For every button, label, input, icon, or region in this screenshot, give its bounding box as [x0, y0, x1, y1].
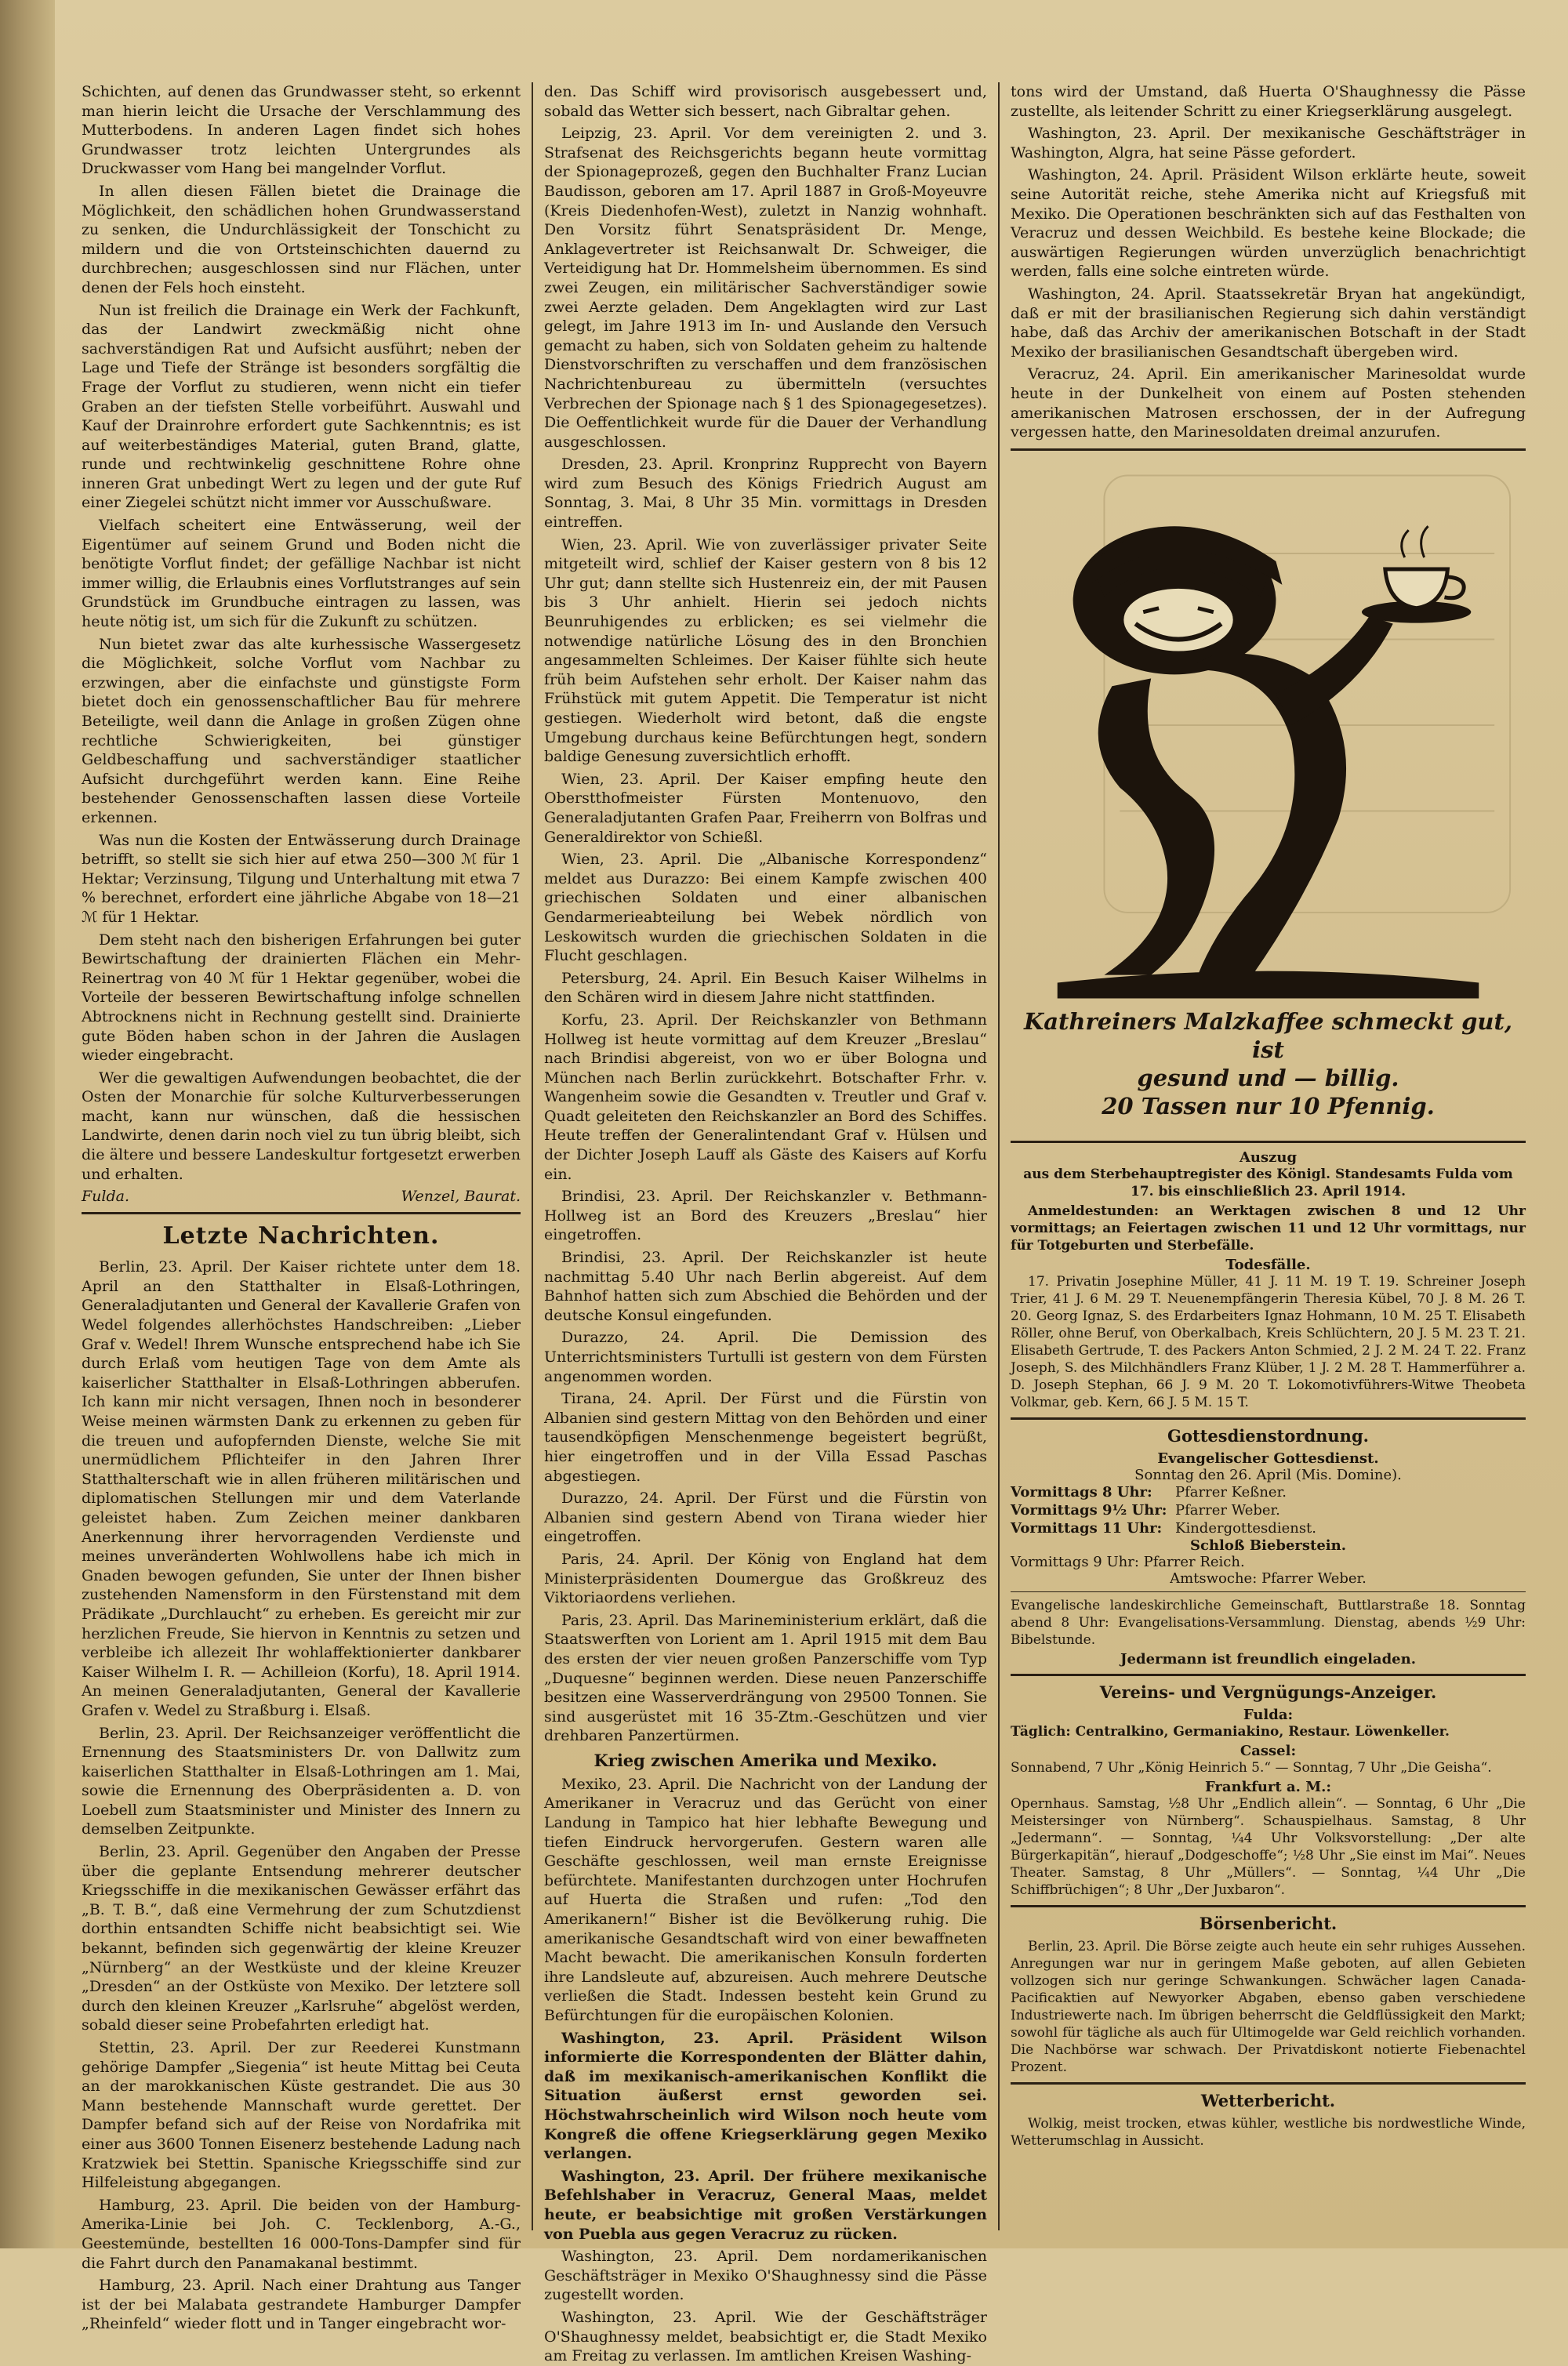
service-time: Vormittags 9½ Uhr: [1011, 1501, 1167, 1519]
news-item: Tirana, 24. April. Der Fürst und die Fürstin von Albanien sind gestern Mittag von den Behörden und einer tausendköpfigen Menschenmenge begeistert begrüßt, hier eingetroffen und in der Villa Essad Paschas abgestiegen. [544, 1390, 987, 1485]
news-item: Berlin, 23. April. Der Kaiser richtete unter dem 18. April an den Statthalter in Elsaß-Lothringen, Generaladjutanten und General der Kavallerie Grafen von Wedel folgendes allerhöchstes Handschreiben: „Lieber Graf v. Wedel! Ihrem Wunsche entsprechend habe ich Sie durch Erlaß vom heutigen Tage von dem Amte als kaiserlicher Statthalter in Elsaß-Lothringen abberufen. Ich kann mir nicht versagen, Ihnen noch in besonderer Weise meinen wärmsten Dank zu erkennen zu geben für die treuen und aufopfernden Dienste, welche Sie mit unermüdlichem Pflichteifer in den Jahren Ihrer Statthalterschaft wie in allen früheren militärischen und diplomatischen Stellungen mir und dem Vaterlande geleistet haben. Zum Zeichen meiner dankbaren Anerkennung ihrer hervorragenden Verdienste und meines unveränderten Wohlwollens habe ich mich in Gnaden bewogen gefunden, Sie unter der Ihnen bisher zustehenden Namensform in den Fürstenstand mit dem Prädikate „Durchlaucht“ zu erheben. Es gereicht mir zur herzlichen Freude, Sie hiervon in Kenntnis zu setzen und verbleibe ich allezeit Ihr wohlaffektionierter dankbarer Kaiser Wilhelm I. R. — Achilleion (Korfu), 18. April 1914. An meinen Generaladjutanten, General der Kavallerie Grafen v. Wedel zu Straßburg i. Elsaß. [82, 1258, 521, 1719]
news-item: Washington, 23. April. Wie der Geschäftsträger O'Shaughnessy meldet, beabsichtigt er, die Stadt Mexiko am Freitag zu verlassen. Im amtlichen Kreisen Washing- [544, 2308, 987, 2365]
news-item: Wien, 23. April. Wie von zuverlässiger privater Seite mitgeteilt wird, schlief der Kaiser gestern von 8 bis 12 Uhr gut; dann stellte sich Hustenreiz ein, der mit Pausen bis 3 Uhr anhielt. Hierin sei jedoch nichts Beunruhigendes zu erblicken; es sei vielmehr die notwendige natürliche Lösung des in den Bronchien angesammelten Schleimes. Der Kaiser fühlte sich heute früh beim Aufstehen sehr erholt. Der Kaiser nahm das Frühstück mit gutem Appetit. Die Temperatur ist nicht gestiegen. Wiederholt wird betont, daß die engste Umgebung durchaus keine Befürchtungen hegt, sondern baldige Genesung zuversichtlich erhofft. [544, 535, 987, 766]
schloss-entry: Vormittags 9 Uhr: Pfarrer Reich. [1011, 1553, 1245, 1570]
column-2 [533, 82, 1000, 2365]
weather-title: Wetterbericht. [1200, 2090, 1336, 2110]
section-rule [1011, 1141, 1526, 1143]
service-text: Kindergottesdienst. [1175, 1519, 1317, 1537]
news-item: Stettin, 23. April. Der zur Reederei Kunstmann gehörige Dampfer „Siegenia“ ist heute Mittag bei Ceuta an der marokkanischen Küste gestrandet. Die aus 30 Mann bestehende Mannschaft wurde gerettet. Der Dampfer befand sich auf der Reise von Nordafrika mit einer aus 3600 Tonnen Eisenerz bestehende Ladung nach Kratzwiek bei Stettin. Spanische Kriegsschiffe sind zur Hilfeleistung abgegangen. [82, 2039, 521, 2192]
weather-text: Wolkig, meist trocken, etwas kühler, westliche bis nordwestliche Winde, Wetterumschlag in Aussicht. [1011, 2115, 1526, 2149]
service-time: Vormittags 8 Uhr: [1011, 1483, 1152, 1501]
deaths-list: 17. Privatin Josephine Müller, 41 J. 11 M. 19 T. 19. Schreiner Joseph Trier, 41 J. 6 M. 29 T. Neuenempfängerin Theresia Kübel, 70 J. 8 M. 26 T. 20. Georg Ignaz, S. des Erdarbeiters Ignaz Hohmann, 10 M. 25 T. Elisabeth Röller, ohne Beruf, von Oberkalbach, Kreis Schlüchtern, 20 J. 5 M. 23 T. 21. Elisabeth Gertrude, T. des Packers Anton Schmied, 2 J. 2 M. 24 T. 22. Franz Joseph, S. des Milchhändlers Franz Klüber, 1 J. 2 M. 28 T. Hammerführer a. D. Joseph Stephan, 66 J. 9 M. 20 T. Lokomotivführers-Witwe Theobeta Volkmar, geb. Kern, 66 J. 5 M. 15 T. [1011, 1273, 1526, 1410]
service-text: Pfarrer Keßner. [1175, 1483, 1287, 1501]
events-frankfurt: Frankfurt a. M.: [1204, 1778, 1332, 1795]
news-item: Durazzo, 24. April. Der Fürst und die Fürstin von Albanien sind gestern Abend von Tirana wieder hier eingetroffen. [544, 1490, 987, 1546]
service-text: Pfarrer Weber. [1175, 1501, 1280, 1519]
news-item: Petersburg, 24. April. Ein Besuch Kaiser Wilhelms in den Schären wird in diesem Jahre nicht stattfinden. [544, 969, 987, 1007]
news-item: Washington, 24. April. Präsident Wilson erklärte heute, soweit seine Autorität reiche, stehe Amerika nicht auf Kriegsfuß mit Mexiko. Die Operationen beschränkten sich auf das Festhalten von Veracruz und dessen Weichbild. Es bestehe keine Blockade; die auswärtigen Regierungen würden unverzüglich benachrichtigt werden, falls eine solche eintreten würde. [1011, 166, 1526, 281]
news-item: Paris, 24. April. Der König von England hat dem Ministerpräsidenten Doumergue das Großkreuz des Viktoriaordens verliehen. [544, 1550, 987, 1607]
section-title-latest-news: Letzte Nachrichten. [162, 1222, 440, 1250]
paragraph: Wer die gewaltigen Aufwendungen beobachtet, die der Osten der Monarchie für solche Kulturverbesserungen macht, kann nur wünschen, daß die hessischen Landwirte, denen darin noch viel zu tun übrig bleibt, sich die ältere und bessere Landeskultur fortgesetzt erwerben und erhalten. [82, 1069, 521, 1183]
news-item: Paris, 23. April. Das Marineministerium erklärt, daß die Staatswerften von Lorient am 1. April 1915 mit dem Bau des ersten der vier neuen großen Panzerschiffe vom Typ „Duquesne“ beginnen werden. Diese neuen Panzerschiffe besitzen eine Wasserverdrängung von 29500 Tonnen. Sie sind ausgerüstet mit 16 35-Ztm.-Geschützen und vier drehbaren Panzertürmen. [544, 1611, 987, 1745]
section-rule [1011, 2082, 1526, 2085]
deaths-title: Todesfälle. [1225, 1256, 1311, 1273]
service-time: Vormittags 11 Uhr: [1011, 1519, 1163, 1537]
service-entry [1011, 1519, 1526, 1537]
signature-place: Fulda. [82, 1188, 130, 1206]
ad-slogan-line-1: Kathreiners Malzkaffee schmeckt gut, ist [1023, 1007, 1512, 1063]
news-item: Hamburg, 23. April. Die beiden von der Hamburg-Amerika-Linie bei Joh. C. Tecklenborg, A.-G., Geestemünde, bestellten 16 000-Tons-Dampfer sind für die Fahrt durch den Panamakanal bestimmt. [82, 2196, 521, 2272]
evangelical-title: Evangelischer Gottesdienst. [1157, 1450, 1379, 1467]
news-item: Korfu, 23. April. Der Reichskanzler von Bethmann Hollweg ist heute vormittag auf dem Kreuzer „Breslau“ nach Brindisi abgereist, von wo er über Bologna und München nach Berlin zurückkehrt. Botschafter Frhr. v. Wangenheim sowie die Gesandten v. Treutler und Graf v. Quadt geleiteten den Reichskanzler an Bord des Schiffes. Heute treffen der Generalintendant Graf v. Hülsen und der Dichter Joseph Lauff als Gäste des Kaisers auf Korfu ein. [544, 1011, 987, 1183]
column-1 [71, 82, 533, 2333]
paragraph: Was nun die Kosten der Entwässerung durch Drainage betrifft, so stellt sie sich hier auf etwa 250—300 ℳ für 1 Hektar; Verzinsung, Tilgung und Unterhaltung mit etwa 7 % berechnet, erfordert eine jährliche Abgabe von 18—21 ℳ für 1 Hektar. [82, 831, 521, 926]
stock-report-text: Berlin, 23. April. Die Börse zeigte auch heute ein sehr ruhiges Aussehen. Anregungen war nur in geringem Maße geboten, auf allen Gebieten vollzogen sich nur geringe Schwankungen. Schwächer lagen Canada-Pacificaktien auf Newyorker Abgaben, ebenso gaben verschiedene Industriewerte nach. Im übrigen beherrscht die Geldflüssigkeit den Markt; sowohl für tägliche als auch für Ultimogelde war Geld reichlich vorhanden. Die Nachbörse war schwach. Der Privatdiskont notierte Fiebenachtel Prozent. [1011, 1938, 1526, 2075]
service-entry [1011, 1501, 1526, 1519]
events-kassel: Cassel: [1240, 1742, 1297, 1759]
news-item: Washington, 23. April. Der mexikanische Geschäftsträger in Washington, Algra, hat seine Pässe gefordert. [1011, 125, 1526, 161]
service-entry [1011, 1483, 1526, 1501]
section-rule [82, 1212, 521, 1214]
auszug-subtitle: aus dem Sterbehauptregister des Königl. Standesamts Fulda vom 17. bis einschließlich 23. April 1914. [1023, 1166, 1513, 1199]
auszug-hours: Anmeldestunden: an Werktagen zwischen 8 und 12 Uhr vormittags; an Feiertagen zwischen 11 und 12 Uhr vormittags, nur für Totgeburten und Sterbefälle. [1011, 1203, 1526, 1254]
news-item: Washington, 23. April. Der frühere mexikanische Befehlshaber in Veracruz, General Maas, meldet heute, er beabsichtige mit großen Verstärkungen von Puebla aus gegen Veracruz zu rücken. [544, 2167, 987, 2243]
kathreiner-advertisement [1011, 459, 1526, 1119]
article-signature [82, 1187, 521, 1206]
paragraph: Dem steht nach den bisherigen Erfahrungen bei guter Bewirtschaftung der drainierten Flächen ein Mehr-Reinertrag von 40 ℳ für 1 Hektar gegenüber, wobei die Vorteile der besseren Bewirtschaftung infolge schnellen Abtrocknens nicht in Rechnung gestellt sind. Drainierte gute Böden haben schon in der Jahren die Auslagen wieder eingebracht. [82, 931, 521, 1065]
gemeinschaft-notice: Evangelische landeskirchliche Gemeinschaft, Buttlarstraße 18. Sonntag abend 8 Uhr: Evangelisations-Versammlung. Dienstag, abends ½9 Uhr: Bibelstunde. [1011, 1597, 1526, 1648]
church-services-title: Gottesdienstordnung. [1167, 1425, 1369, 1446]
paragraph: In allen diesen Fällen bietet die Drainage die Möglichkeit, den schädlichen hohen Grundwasserstand zu senken, die Undurchlässigkeit der Tonschicht zu mildern und die von Ortsteinschichten dauernd zu durchbrechen; ausgeschlossen sind nur Flächen, unter denen der Fels hoch einsteht. [82, 182, 521, 296]
columns [71, 82, 1537, 2365]
news-item: Berlin, 23. April. Der Reichsanzeiger veröffentlicht die Ernennung des Staatsministers Dr. von Dallwitz zum kaiserlichen Statthalter in Elsaß-Lothringen am 1. Mai, sowie die Ernennung des Oberpräsidenten a. D. von Loebell zum Staatsminister und Minister des Innern zu demselben Zeitpunkte. [82, 1724, 521, 1838]
news-item: Durazzo, 24. April. Die Demission des Unterrichtsministers Turtulli ist gestern von dem Fürsten angenommen worden. [544, 1329, 987, 1385]
news-item: Berlin, 23. April. Gegenüber den Angaben der Presse über die geplante Entsendung mehrerer deutscher Kriegsschiffe in die mexikanischen Gewässer erfährt das „B. T. B.“, daß eine Vermehrung der zum Schutzdienst dorthin entsandten Schiffe nicht beabsichtigt sei. Wie bekannt, befinden sich gegenwärtig der kleine Kreuzer „Nürnberg“ an der Westküste und der kleine Kreuzer „Dresden“ an der Ostküste von Mexiko. Der letztere soll durch den kleinen Kreuzer „Karlsruhe“ abgelöst werden, sobald dieser seine Probefahrten erledigt hat. [82, 1843, 521, 2034]
news-item: Dresden, 23. April. Kronprinz Rupprecht von Bayern wird zum Besuch des Königs Friedrich August am Sonntag, 3. Mai, 8 Uhr 35 Min. vormittags in Dresden eintreffen. [544, 455, 987, 532]
section-rule [1011, 448, 1526, 451]
events-frankfurt-text: Opernhaus. Samstag, ½8 Uhr „Endlich allein“. — Sonntag, 6 Uhr „Die Meistersinger von Nürnberg“. Schauspielhaus. Samstag, 8 Uhr „Jedermann“. — Sonntag, ¼4 Uhr Volksvorstellung: „Der alte Bürgerkapitän“, hierauf „Dodgeschoffe“; ½8 Uhr „Sie einst im Mai“. Neues Theater. Samstag, 8 Uhr „Müllers“. — Sonntag, ¼4 Uhr „Die Schiffbrüchigen“; 8 Uhr „Der Juxbaron“. [1011, 1795, 1526, 1898]
news-item: Hamburg, 23. April. Nach einer Drahtung aus Tanger ist der bei Malabata gestrandete Hamburger Dampfer „Rheinfeld“ wieder flott und in Tanger eingebracht wor- [82, 2277, 521, 2333]
news-item: den. Das Schiff wird provisorisch ausgebessert und, sobald das Wetter sich bessert, nach Gibraltar gehen. [544, 83, 987, 120]
news-item: Veracruz, 24. April. Ein amerikanischer Marinesoldat wurde heute in der Dunkelheit von einem auf Posten stehenden amerikanischen Matrosen erschossen, der in der Aufregung vergessen hatte, den Marinesoldaten dreimal anzurufen. [1011, 365, 1526, 441]
schloss-title: Schloß Bieberstein. [1190, 1537, 1346, 1554]
paragraph: Schichten, auf denen das Grundwasser steht, so erkennt man hierin leicht die Ursache der Verschlammung des Mutterbodens. In anderen Lagen findet sich hohes Grundwasser trotz leichten Untergrundes als Druckwasser vom Hang bei mangelnder Vorflut. [82, 83, 521, 178]
column-3 [1000, 82, 1537, 2230]
section-rule [1011, 1674, 1526, 1676]
news-item: Washington, 23. April. Präsident Wilson informierte die Korrespondenten der Blätter dahin, daß im mexikanisch-amerikanischen Konflikt die Situation äußerst ernst geworden sei. Höchstwahrscheinlich wird Wilson noch heute vom Kongreß die offene Kriegserklärung gegen Mexiko verlangen. [544, 2029, 987, 2163]
news-item: Brindisi, 23. April. Der Reichskanzler ist heute nachmittag 5.40 Uhr nach Berlin abgereist. Auf dem Bahnhof hatten sich zum Abschied die Behörden und der deutsche Konsul eingefunden. [544, 1249, 987, 1324]
auszug-title: Auszug [1239, 1149, 1298, 1166]
news-item: Wien, 23. April. Die „Albanische Korrespondenz“ meldet aus Durazzo: Bei einem Kampfe zwischen 400 griechischen Soldaten und einer albanischen Gendarmerieabteilung bei Webek nördlich von Leskowitsch wurden die griechischen Soldaten in die Flucht geschlagen. [544, 851, 987, 965]
stock-report-title: Börsenbericht. [1199, 1913, 1338, 1933]
news-item: Brindisi, 23. April. Der Reichskanzler v. Bethmann-Hollweg ist an Bord des Kreuzers „Breslau“ hier eingetroffen. [544, 1188, 987, 1244]
news-item: Washington, 23. April. Dem nordamerikanischen Geschäftsträger in Mexiko O'Shaughnessy sind die Pässe zugestellt worden. [544, 2248, 987, 2304]
events-fulda: Fulda: [1243, 1706, 1294, 1723]
news-item: Wien, 23. April. Der Kaiser empfing heute den Oberstthofmeister Fürsten Montenuovo, den Generaladjutanten Grafen Paar, Freiherrn von Bolfras und Generaldirektor von Schießl. [544, 770, 987, 846]
events-title: Vereins- und Vergnügungs-Anzeiger. [1099, 1682, 1437, 1702]
section-rule [1011, 1417, 1526, 1420]
amtswoche: Amtswoche: Pfarrer Weber. [1170, 1569, 1367, 1587]
paragraph: Vielfach scheitert eine Entwässerung, weil der Eigentümer auf seinem Grund und Boden nicht die benötigte Vorflut findet; der gefällige Nachbar ist nicht immer willig, die Erlaubnis eines Vorflutstranges auf sein Grundstück im Grundbuche eintragen zu lassen, was heute nötig ist, um sich für die Zukunft zu schützen. [82, 517, 521, 631]
welcome-note: Jedermann ist freundlich eingeladen. [1120, 1650, 1416, 1667]
ad-slogan-line-2: gesund und — billig. [1137, 1064, 1399, 1091]
news-item: Leipzig, 23. April. Vor dem vereinigten 2. und 3. Strafsenat des Reichsgerichts begann heute vormittag der Spionageprozeß, gegen den Buchhalter Franz Lucian Baudisson, geboren am 17. April 1887 in Groß-Moyeuvre (Kreis Diedenhofen-West), zuletzt in Nanzig wohnhaft. Den Vorsitz führt Senatspräsident Dr. Menge, Anklagevertreter ist Reichsanwalt Dr. Schweiger, die Verteidigung hat Dr. Hommelsheim übernommen. Es sind zwei Zeugen, ein militärischer Sachverständiger sowie zwei Aerzte geladen. Dem Angeklagten wird zur Last gelegt, im Jahre 1913 im In- und Auslande den Versuch gemacht zu haben, sich von Soldaten geheim zu haltende Dienstvorschriften zu verschaffen und dem französischen Nachrichtenbureau zu übermitteln (versuchtes Verbrechen der Spionage nach § 1 des Spionagegesetzes). Die Oeffentlichkeit wurde für die Dauer der Verhandlung ausgeschlossen. [544, 125, 987, 451]
paragraph: Nun ist freilich die Drainage ein Werk der Fachkunft, das der Landwirt zweckmäßig nicht ohne sachverständigen Rat und Aufsicht ausführt; neben der Lage und Tiefe der Stränge ist besonders sorgfältig die Frage der Vorflut zu studieren, wenn nicht ein tiefer Graben an der tiefsten Stelle vorbeiführt. Auswahl und Kauf der Drainrohre erfordert gute Sachkenntnis; es ist auf weiterbeständiges Material, guten Brand, glatte, runde und rechtwinkelig geschnittene Rohre ohne inneren Grat unbedingt Wert zu legen und der gute Ruf einer Ziegelei schützt nicht immer vor Ausschußware. [82, 301, 521, 512]
ad-slogan-line-3: 20 Tassen nur 10 Pfennig. [1102, 1092, 1435, 1119]
news-item: Washington, 24. April. Staatssekretär Bryan hat angekündigt, daß er mit der brasilianischen Regierung sich dahin verständigt habe, daß das Archiv der amerikanischen Botschaft in der Stadt Mexiko der brasilianischen Gesandtschaft übergeben wird. [1011, 285, 1526, 361]
events-fulda-text: Täglich: Centralkino, Germaniakino, Restaur. Löwenkeller. [1011, 1723, 1450, 1740]
news-item: tons wird der Umstand, daß Huerta O'Shaughnessy die Pässe zustellte, als leitender Schritt zu einer Kriegserklärung ausgelegt. [1011, 83, 1526, 120]
section-rule [1011, 1905, 1526, 1907]
war-heading: Krieg zwischen Amerika und Mexiko. [593, 1750, 938, 1770]
divider [1011, 1591, 1526, 1592]
paragraph: Nun bietet zwar das alte kurhessische Wassergesetz die Möglichkeit, solche Vorflut vom Nachbar zu erzwingen, aber die einfachste und günstigste Form bietet doch ein genossenschaftlicher Bau für mehrere Beteiligte, weil dann die Anlage in großen Zügen ohne rechtliche Schwierigkeiten, bei günstiger Geldbeschaffung und sachverständiger staatlicher Aufsicht durchgeführt werden kann. Eine Reihe bestehender Genossenschaften lassen diese Vorteile erkennen. [82, 635, 521, 826]
signature-name: Wenzel, Baurat. [401, 1188, 521, 1206]
news-item: Mexiko, 23. April. Die Nachricht von der Landung der Amerikaner in Veracruz und das Gerücht von einer Landung in Tampico hat hier lebhafte Bewegung und tiefen Eindruck hervorgerufen. Gestern waren alle Geschäfte geschlossen, weil man ernste Ereignisse befürchtete. Manifestanten durchzogen unter Hochrufen auf Huerta die Straßen und rufen: „Tod den Amerikanern!“ Bisher ist die Bevölkerung ruhig. Die amerikanische Gesandtschaft wird von einer bewaffneten Macht bewacht. Die amerikanischen Konsuln forderten ihre Landsleute auf, abzureisen. Auch mehrere Deutsche verließen die Stadt. Indessen besteht kein Grund zu Befürchtungen für die europäischen Kolonien. [544, 1775, 987, 2024]
coffee-figure-illustration [1011, 459, 1526, 1007]
page-edge [0, 0, 55, 2248]
events-kassel-text: Sonnabend, 7 Uhr „König Heinrich 5.“ — Sonntag, 7 Uhr „Die Geisha“. [1011, 1759, 1492, 1776]
service-date: Sonntag den 26. April (Mis. Domine). [1134, 1466, 1402, 1483]
